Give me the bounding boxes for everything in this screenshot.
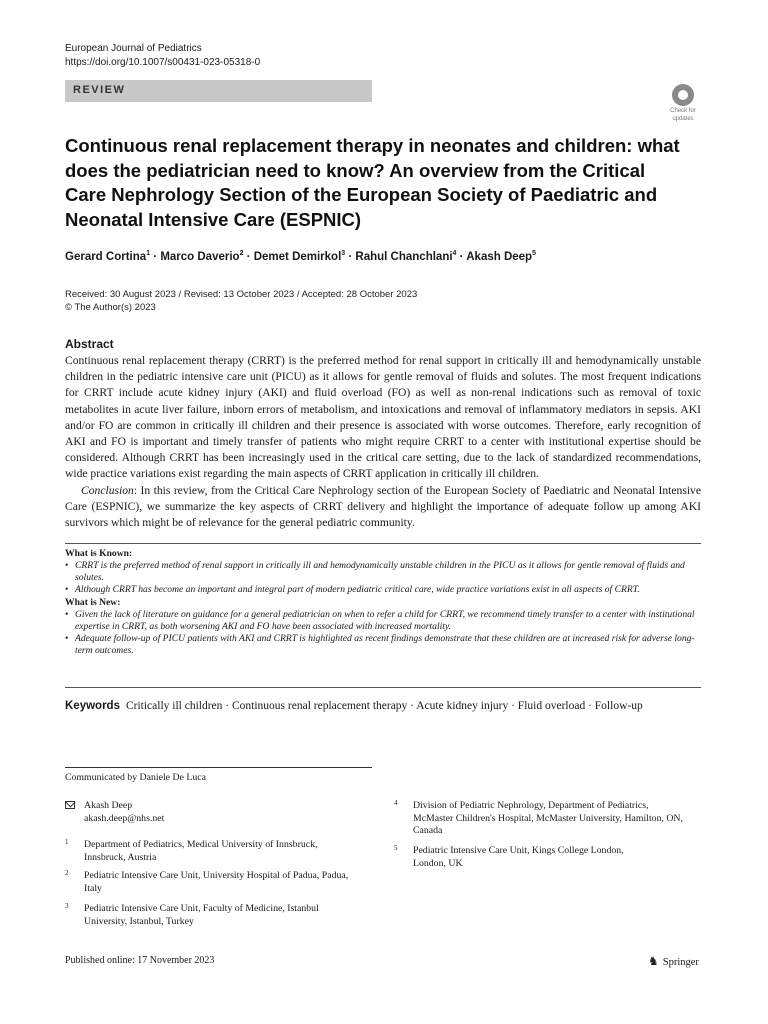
copyright: © The Author(s) 2023 (65, 302, 156, 313)
conclusion-label: Conclusion (81, 483, 134, 497)
author-name[interactable]: Gerard Cortina$^1$ (65, 250, 151, 263)
published-online: Published online: 17 November 2023 (65, 955, 215, 966)
affiliation-number: 5 (394, 844, 398, 852)
history-dates: Received: 30 August 2023 / Revised: 13 October 2023 / Accepted: 28 October 2023 (65, 289, 418, 300)
check-for-updates-badge[interactable] (663, 84, 703, 124)
author-separator: · (150, 250, 161, 263)
new-list (65, 609, 701, 657)
affiliation-item (65, 903, 355, 929)
known-heading: What is Known: (65, 548, 133, 559)
communicated-by: Communicated by Daniele De Luca (65, 772, 206, 783)
box-bottom-rule (65, 687, 701, 688)
list-item: • Given the lack of literature on guidance for a general pediatrician on when to refer a child for CRRT, we recommend timely transfer to a center with institutional expertise in CRRT, as both worsening AKI and FO have been associated with increased mortality. (65, 609, 701, 633)
affiliation-item (65, 870, 355, 896)
author-separator: · (345, 250, 356, 263)
publisher-logo (648, 954, 699, 969)
list-item: • CRRT is the preferred method of renal support in critically ill and hemodynamically unstable children in the PICU as it allows for gentle removal of fluids and solutes. (65, 560, 701, 584)
author-list (65, 250, 705, 263)
list-item: • Adequate follow-up of PICU patients with AKI and CRRT is highlighted as recent findings demonstrate that these children are at increased risk for adverse long-term outcomes. (65, 633, 701, 657)
check-updates-icon (672, 84, 694, 106)
known-new-box (65, 548, 701, 658)
article-title: Continuous renal replacement therapy in neonates and children: what does the pediatrician need to know? An overview from the Critical Care Nephrology Section of the European Society of Paediatric and Neonatal Intensive Care (ESPNIC) (65, 135, 680, 230)
keywords-line (65, 700, 705, 712)
keywords-label: Keywords (65, 700, 120, 712)
corresponding-name: Akash Deep (84, 800, 133, 811)
affiliation-number: 1 (65, 838, 69, 846)
affiliation-text: Department of Pediatrics, Medical University of Innsbruck, Innsbruck, Austria (84, 839, 318, 863)
journal-header (65, 42, 260, 70)
author-name[interactable]: Marco Daverio$^2$ (160, 250, 244, 263)
author-name[interactable]: Akash Deep$^5$ (466, 250, 536, 263)
affiliation-text: Pediatric Intensive Care Unit, Kings College London, London, UK (413, 845, 624, 869)
affiliation-item (394, 800, 694, 840)
section-label-bar (65, 80, 372, 102)
abstract-body (65, 353, 701, 531)
footnote-rule (65, 767, 372, 768)
affiliation-item (394, 845, 694, 871)
affiliation-text: Pediatric Intensive Care Unit, Faculty of Medicine, Istanbul University, Istanbul, Turkey (84, 903, 319, 927)
known-list (65, 560, 701, 596)
conclusion-text: : In this review, from the Critical Care Nephrology section of the European Society of Paediatric and Neonatal Intensive Care (ESPNIC), we summarize the key aspects of CRRT delivery and highlight the importance of adequate follow up among AKI survivors which might be of relevance for the general pediatric community. (65, 483, 701, 530)
article-dates (65, 288, 417, 314)
affiliation-number: 2 (65, 869, 69, 877)
affiliation-number: 4 (394, 799, 398, 807)
author-name[interactable]: Demet Demirkol$^3$ (253, 250, 346, 263)
affiliation-number: 3 (65, 902, 69, 910)
keywords-text: Critically ill children · Continuous renal replacement therapy · Acute kidney injury · Fluid overload · Follow-up (125, 700, 643, 712)
box-top-rule (65, 543, 701, 544)
affiliation-item (65, 839, 355, 865)
affiliation-text: Division of Pediatric Nephrology, Department of Pediatrics, McMaster Children's Hospital, McMaster University, Hamilton, ON, Canada (413, 800, 683, 836)
corresponding-email[interactable]: akash.deep@nhs.net (84, 812, 165, 824)
section-label: REVIEW (73, 84, 126, 96)
abstract-paragraph: Continuous renal replacement therapy (CRRT) is the preferred method for renal support in critically ill and hemodynamically unstable children in the pediatric intensive care unit (PICU) as it allows for gentle removal of fluids and solutes. The most frequent indications for CRRT include acute kidney injury (AKI) and fluid overload (FO) as well as non-renal indications such as removal of toxic metabolites in acute liver failure, inborn errors of metabolism, and intoxications and removal of inflammatory mediators in sepsis. AKI and/or FO are common in critically ill children and their presence is associated with worse outcomes. Therefore, early recognition of AKI and FO is important and timely transfer of patients who might require CRRT to a center with institutional expertise should be considered. Although CRRT has been increasingly used in the critical care setting, due to the lack of standardized recommendations, wide practice variations exist regarding the main aspects of CRRT application in critically ill children. (65, 354, 701, 481)
affiliation-text: Pediatric Intensive Care Unit, University Hospital of Padua, Padua, Italy (84, 870, 349, 894)
badge-line-2: updates (672, 116, 694, 122)
badge-line-1: Check for (670, 108, 696, 114)
author-separator: · (243, 250, 254, 263)
author-name[interactable]: Rahul Chanchlani$^4$ (355, 250, 457, 263)
new-heading: What is New: (65, 597, 121, 608)
abstract-conclusion (65, 483, 701, 532)
author-separator: · (456, 250, 467, 263)
doi-link[interactable]: https://doi.org/10.1007/s00431-023-05318-0 (65, 57, 261, 68)
corresponding-author (65, 800, 355, 826)
publisher-name: Springer (662, 957, 699, 968)
springer-horse-icon: ♞ (648, 954, 659, 968)
list-item: • Although CRRT has become an important and integral part of modern pediatric critical care, wide practice variations exist in all aspects of CRRT. (65, 584, 701, 596)
abstract-heading: Abstract (65, 337, 114, 351)
journal-name: European Journal of Pediatrics (65, 43, 202, 54)
